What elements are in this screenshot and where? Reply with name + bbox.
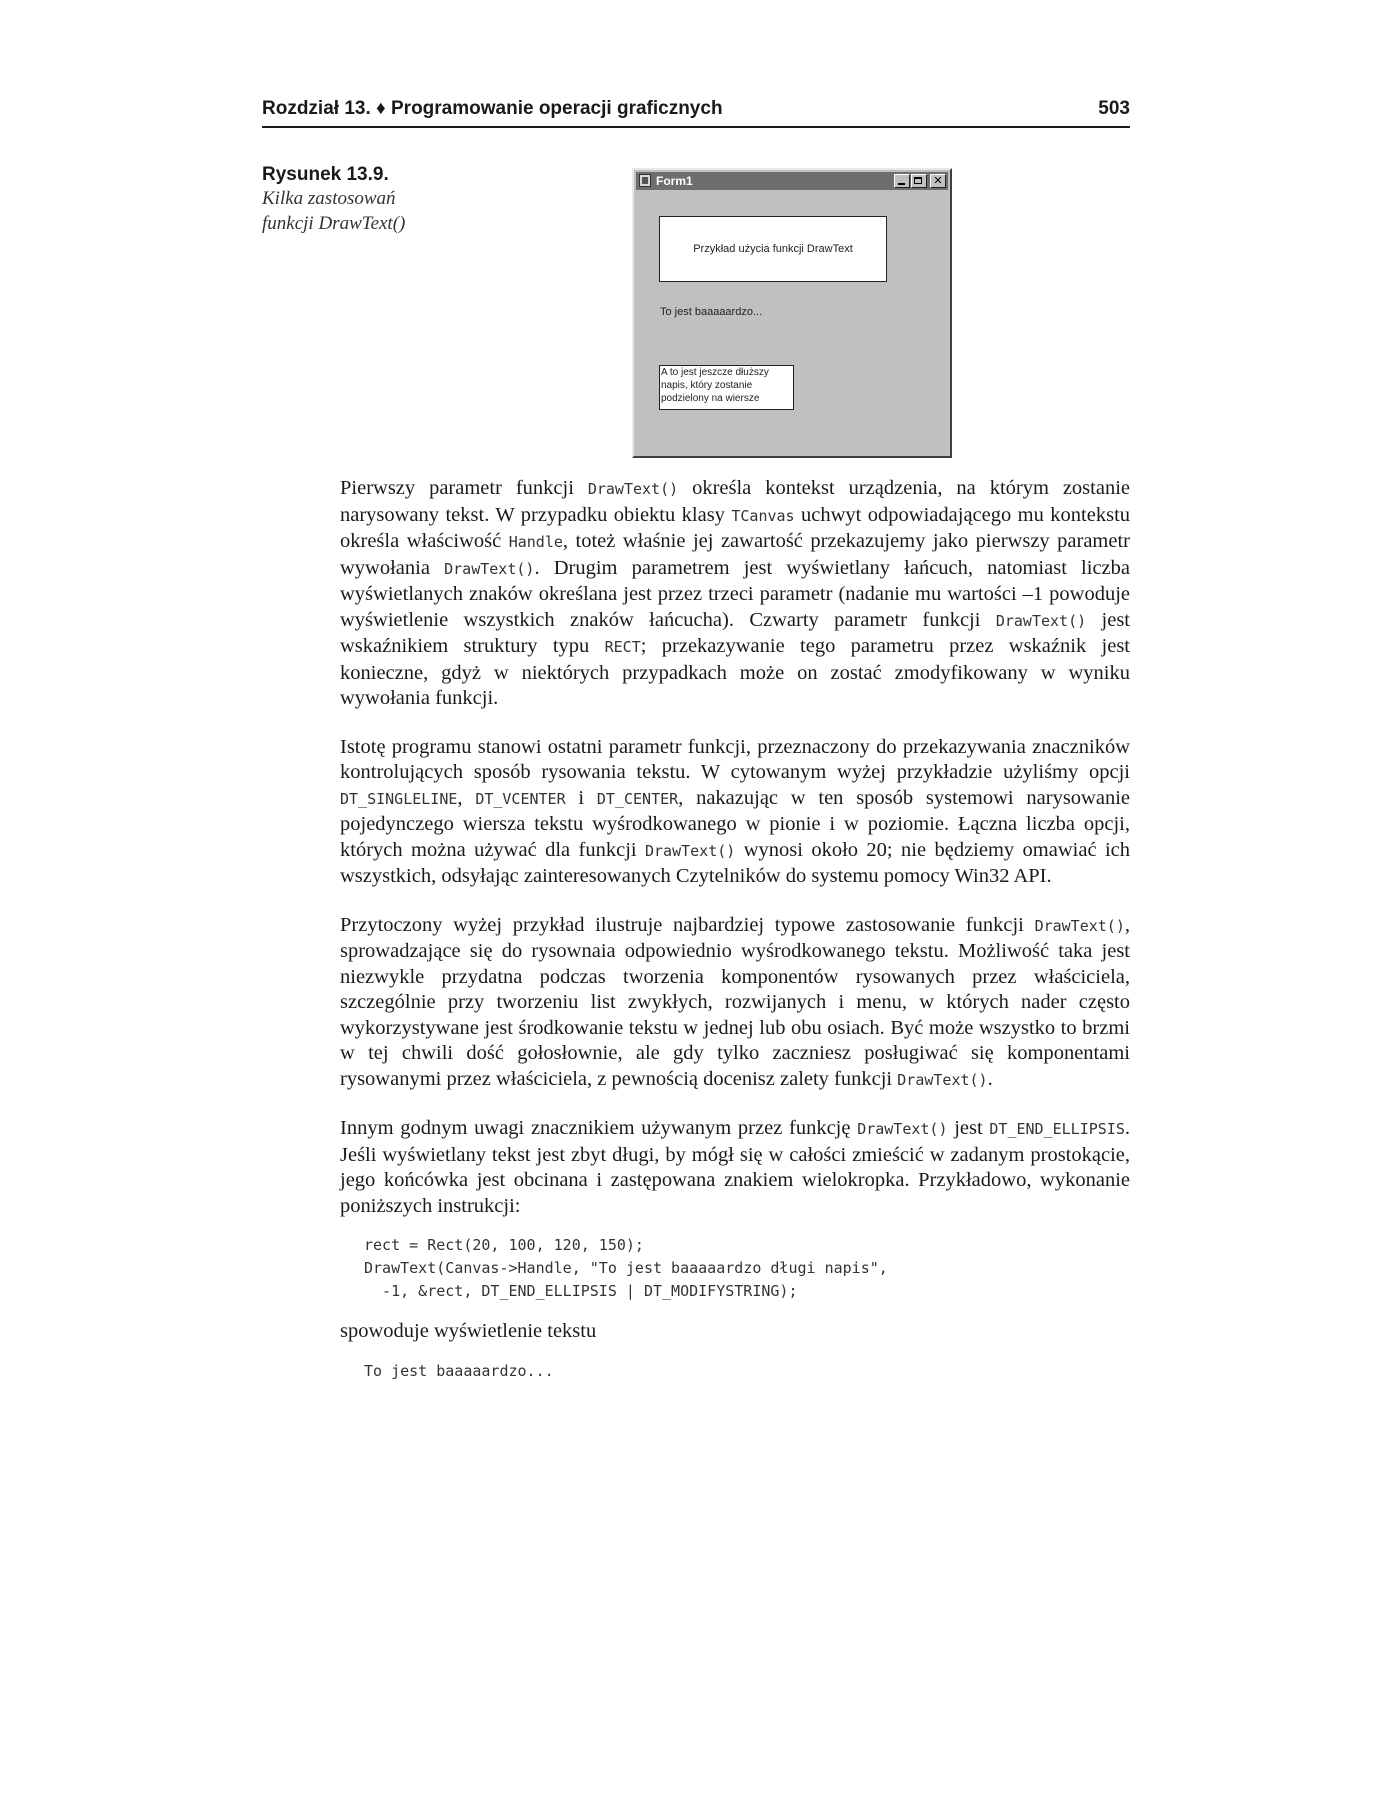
page-number: 503 (1098, 98, 1130, 119)
inline-code: DrawText() (644, 841, 736, 860)
text-run: Przytoczony wyżej przykład ilustruje najbardziej typowe zastosowanie funkcji (340, 913, 1035, 936)
figure-description-line1: Kilka zastosowań (262, 188, 396, 209)
paragraph-5: spowoduje wyświetlenie tekstu (340, 1320, 597, 1342)
text-run: . Drugim parametrem jest wyświetlany łańcuch, natomiast liczba wyświetlanych znaków określana jest przez trzeci parametr (nadanie mu wartości –1 powoduje wyświetlenie wszystkich znaków łańcucha). Czwarty parametr funkcji (340, 556, 1130, 631)
centered-text: Przykład użycia funkcji DrawText (693, 243, 853, 255)
text-run: , toteż właśnie jej zawartość przekazujemy jako pierwszy parametr wywołania (340, 530, 1131, 579)
text-run: ; przekazywanie tego parametru przez wskaźnik jest konieczne, gdyż w niektórych przypadkach może on zostać zmodyfikowany w wyniku wywołania funkcji. (340, 635, 1130, 709)
inline-code: TCanvas (731, 506, 795, 525)
text-run: uchwyt odpowiadającego mu kontekstu określa właściwość (340, 503, 1131, 552)
inline-code: DrawText() (444, 559, 535, 578)
inline-code: DrawText() (995, 611, 1087, 630)
text-run: , (457, 786, 476, 809)
minimize-icon (894, 174, 910, 188)
inline-code: DT_CENTER (596, 789, 679, 808)
text-run: Innym godnym uwagi znacznikiem używanym przez funkcję (340, 1117, 858, 1139)
inline-code: DT_VCENTER (475, 789, 566, 808)
wrapped-line-3: podzielony na wiersze (661, 393, 760, 404)
code-listing (364, 1234, 1130, 1303)
result-code-line: To jest baaaaardzo... (364, 1361, 554, 1380)
result-code (364, 1360, 1130, 1383)
figure-number: Rysunek 13.9. (262, 164, 389, 185)
inline-code: DrawText() (897, 1070, 988, 1089)
form-window-screenshot (632, 168, 952, 458)
wrapped-line-2: napis, który zostanie (661, 380, 753, 391)
code-line-2: DrawText(Canvas->Handle, "To jest baaaaardzo długi napis", (364, 1259, 888, 1277)
window-titlebar (636, 172, 948, 190)
wrapped-line-1: A to jest jeszcze dłuższy (661, 367, 769, 378)
app-icon (639, 174, 651, 187)
text-run: i (565, 786, 597, 809)
ellipsis-text: To jest baaaaardzo... (660, 306, 763, 318)
inline-code: DT_END_ELLIPSIS (989, 1120, 1125, 1138)
figure-description-line2: funkcji DrawText() (262, 213, 406, 234)
text-run: określa kontekst urządzenia, na którym zostanie narysowany tekst. W przypadku obiektu klasy (340, 477, 1130, 526)
text-run: wynosi około 20; nie będziemy omawiać ich wszystkich, odsyłając zainteresowanych Czytelników do systemu pomocy Win32 API. (340, 838, 1130, 887)
code-line-3: -1, &rect, DT_END_ELLIPSIS | DT_MODIFYSTRING); (364, 1282, 798, 1300)
inline-code: RECT (604, 638, 641, 656)
inline-code: DT_SINGLELINE (340, 789, 458, 808)
running-header (262, 96, 1130, 128)
text-run: jest (947, 1117, 990, 1139)
paragraph-4 (340, 1116, 1130, 1219)
text-run: , sprowadzające się do rysownaia odpowiednio wyśrodkowanego tekstu. Możliwość taka jest niezwykle przydatna podczas tworzenia komponentów rysowanych przez właściciela, szczególnie przy tworzeniu list zwykłych, rozwijanych i menu, w których nader często wykorzystywane jest środkowanie tekstu w jednej lub obu osiach. Być może wszystko to brzmi w tej chwili dość gołosłownie, ale gdy tylko zaczniesz posługiwać się komponentami rysowanymi przez właściciela, z pewnością docenisz zalety funkcji (340, 913, 1130, 1090)
text-run: Istotę programu stanowi ostatni parametr funkcji, przeznaczony do przekazywania znaczników kontrolujących sposób rysowania tekstu. W cytowanym wyżej przykładzie użyliśmy opcji (340, 735, 1130, 783)
paragraph-2 (340, 735, 1130, 890)
text-run: , nakazując w ten sposób systemowi narysowanie pojedynczego wiersza tekstu wyśrodkowanego w pionie i w poziomie. Łączna liczba opcji, których można używać dla funkcji (340, 786, 1131, 861)
chapter-title: Rozdział 13. ♦ Programowanie operacji graficznych (262, 98, 723, 119)
window-title: Form1 (656, 174, 693, 188)
inline-code: DrawText() (587, 480, 679, 498)
maximize-icon (911, 174, 927, 188)
code-line-1: rect = Rect(20, 100, 120, 150); (364, 1236, 644, 1254)
paragraph-3 (340, 913, 1130, 1094)
close-icon: ✕ (930, 174, 946, 188)
text-run: Pierwszy parametr funkcji (340, 477, 588, 499)
paragraph-1 (340, 476, 1130, 712)
text-run: . Jeśli wyświetlany tekst jest zbyt długi, by mógł się w całości zmieścić w zadanym prostokącie, jego końcówka jest obcinana i zastępowana znakiem wielokropka. Przykładowo, wykonanie poniższych instrukcji: (340, 1117, 1130, 1217)
body-text (340, 476, 1130, 1399)
text-run: . (987, 1067, 993, 1090)
wrapped-text-box (659, 365, 794, 410)
figure-caption (262, 164, 472, 236)
inline-code: DrawText() (1034, 916, 1125, 935)
centered-text-box (659, 216, 887, 282)
text-run: jest wskaźnikiem struktury typu (340, 608, 1131, 657)
inline-code: DrawText() (857, 1120, 948, 1138)
inline-code: Handle (508, 533, 563, 551)
